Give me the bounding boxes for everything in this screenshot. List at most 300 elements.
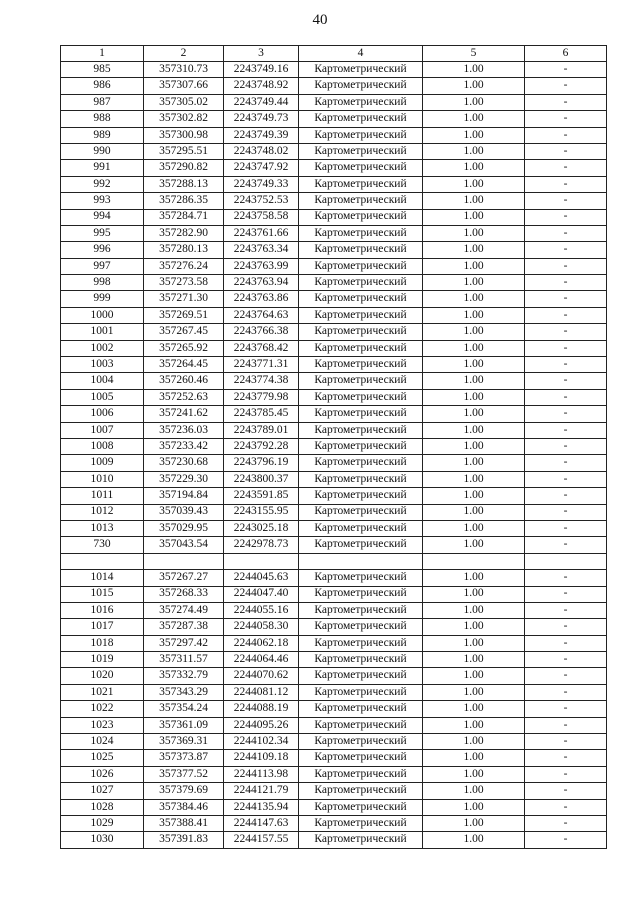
method-cell: Картометрический: [299, 78, 423, 94]
method-cell: Картометрический: [299, 471, 423, 487]
method-cell: Картометрический: [299, 832, 423, 848]
note-cell: -: [525, 799, 607, 815]
note-cell: -: [525, 734, 607, 750]
method-cell: Картометрический: [299, 455, 423, 471]
table-row: [61, 193, 607, 209]
x-coordinate-cell: 357311.57: [144, 652, 224, 668]
x-coordinate-cell: [144, 553, 224, 569]
table-row: [61, 684, 607, 700]
method-cell: Картометрический: [299, 373, 423, 389]
y-coordinate-cell: 2243796.19: [224, 455, 299, 471]
y-coordinate-cell: 2243768.42: [224, 340, 299, 356]
note-cell: -: [525, 635, 607, 651]
table-row: [61, 340, 607, 356]
table-header-row: [61, 46, 607, 62]
table-row: [61, 357, 607, 373]
table-row: [61, 783, 607, 799]
y-coordinate-cell: 2244109.18: [224, 750, 299, 766]
method-cell: Картометрический: [299, 193, 423, 209]
column-header: 2: [144, 46, 224, 62]
method-cell: Картометрический: [299, 766, 423, 782]
point-number-cell: 1015: [61, 586, 144, 602]
method-cell: Картометрический: [299, 619, 423, 635]
table-row: [61, 717, 607, 733]
accuracy-cell: 1.00: [423, 570, 525, 586]
method-cell: Картометрический: [299, 160, 423, 176]
point-number-cell: 1027: [61, 783, 144, 799]
accuracy-cell: 1.00: [423, 520, 525, 536]
x-coordinate-cell: 357276.24: [144, 258, 224, 274]
note-cell: -: [525, 832, 607, 848]
method-cell: Картометрический: [299, 111, 423, 127]
table-row: [61, 389, 607, 405]
point-number-cell: 1003: [61, 357, 144, 373]
method-cell: Картометрический: [299, 684, 423, 700]
accuracy-cell: 1.00: [423, 668, 525, 684]
y-coordinate-cell: 2243774.38: [224, 373, 299, 389]
y-coordinate-cell: 2243761.66: [224, 225, 299, 241]
column-header: 1: [61, 46, 144, 62]
table-row: [61, 78, 607, 94]
x-coordinate-cell: 357274.49: [144, 602, 224, 618]
table-row: [61, 537, 607, 553]
x-coordinate-cell: 357264.45: [144, 357, 224, 373]
x-coordinate-cell: 357332.79: [144, 668, 224, 684]
x-coordinate-cell: 357388.41: [144, 815, 224, 831]
x-coordinate-cell: 357297.42: [144, 635, 224, 651]
point-number-cell: 993: [61, 193, 144, 209]
x-coordinate-cell: 357194.84: [144, 488, 224, 504]
y-coordinate-cell: 2244157.55: [224, 832, 299, 848]
accuracy-cell: 1.00: [423, 340, 525, 356]
point-number-cell: 1014: [61, 570, 144, 586]
method-cell: Картометрический: [299, 586, 423, 602]
point-number-cell: 1018: [61, 635, 144, 651]
x-coordinate-cell: 357287.38: [144, 619, 224, 635]
accuracy-cell: 1.00: [423, 783, 525, 799]
x-coordinate-cell: 357265.92: [144, 340, 224, 356]
column-header: 4: [299, 46, 423, 62]
accuracy-cell: 1.00: [423, 193, 525, 209]
point-number-cell: 1024: [61, 734, 144, 750]
accuracy-cell: 1.00: [423, 602, 525, 618]
x-coordinate-cell: 357229.30: [144, 471, 224, 487]
method-cell: Картометрический: [299, 668, 423, 684]
point-number-cell: 1006: [61, 406, 144, 422]
accuracy-cell: 1.00: [423, 94, 525, 110]
x-coordinate-cell: 357260.46: [144, 373, 224, 389]
point-number-cell: 1008: [61, 438, 144, 454]
table-row: [61, 422, 607, 438]
note-cell: -: [525, 127, 607, 143]
method-cell: Картометрический: [299, 94, 423, 110]
note-cell: -: [525, 193, 607, 209]
table-row: [61, 520, 607, 536]
y-coordinate-cell: 2244055.16: [224, 602, 299, 618]
x-coordinate-cell: 357379.69: [144, 783, 224, 799]
y-coordinate-cell: 2243025.18: [224, 520, 299, 536]
accuracy-cell: 1.00: [423, 291, 525, 307]
table-row: [61, 455, 607, 471]
point-number-cell: [61, 553, 144, 569]
note-cell: -: [525, 258, 607, 274]
accuracy-cell: 1.00: [423, 815, 525, 831]
method-cell: Картометрический: [299, 209, 423, 225]
x-coordinate-cell: 357302.82: [144, 111, 224, 127]
point-number-cell: 1001: [61, 324, 144, 340]
accuracy-cell: 1.00: [423, 652, 525, 668]
accuracy-cell: 1.00: [423, 799, 525, 815]
note-cell: -: [525, 602, 607, 618]
table-row: [61, 209, 607, 225]
accuracy-cell: 1.00: [423, 717, 525, 733]
x-coordinate-cell: 357267.27: [144, 570, 224, 586]
point-number-cell: 989: [61, 127, 144, 143]
point-number-cell: 1029: [61, 815, 144, 831]
x-coordinate-cell: 357373.87: [144, 750, 224, 766]
note-cell: -: [525, 209, 607, 225]
x-coordinate-cell: 357288.13: [144, 176, 224, 192]
method-cell: Картометрический: [299, 406, 423, 422]
table-row: [61, 127, 607, 143]
table-row: [61, 225, 607, 241]
y-coordinate-cell: 2243749.16: [224, 62, 299, 78]
x-coordinate-cell: 357307.66: [144, 78, 224, 94]
method-cell: Картометрический: [299, 242, 423, 258]
x-coordinate-cell: 357384.46: [144, 799, 224, 815]
method-cell: Картометрический: [299, 635, 423, 651]
point-number-cell: 997: [61, 258, 144, 274]
accuracy-cell: 1.00: [423, 389, 525, 405]
x-coordinate-cell: 357271.30: [144, 291, 224, 307]
x-coordinate-cell: 357269.51: [144, 307, 224, 323]
table-row: [61, 570, 607, 586]
table-row: [61, 291, 607, 307]
point-number-cell: 1023: [61, 717, 144, 733]
y-coordinate-cell: 2243763.34: [224, 242, 299, 258]
column-header: 6: [525, 46, 607, 62]
note-cell: -: [525, 783, 607, 799]
accuracy-cell: 1.00: [423, 438, 525, 454]
method-cell: Картометрический: [299, 143, 423, 159]
point-number-cell: 996: [61, 242, 144, 258]
note-cell: -: [525, 242, 607, 258]
x-coordinate-cell: 357305.02: [144, 94, 224, 110]
point-number-cell: 1025: [61, 750, 144, 766]
point-number-cell: 1005: [61, 389, 144, 405]
method-cell: [299, 553, 423, 569]
y-coordinate-cell: 2243785.45: [224, 406, 299, 422]
x-coordinate-cell: 357252.63: [144, 389, 224, 405]
method-cell: Картометрический: [299, 291, 423, 307]
table-row: [61, 766, 607, 782]
method-cell: Картометрический: [299, 750, 423, 766]
accuracy-cell: 1.00: [423, 766, 525, 782]
accuracy-cell: 1.00: [423, 537, 525, 553]
x-coordinate-cell: 357043.54: [144, 537, 224, 553]
method-cell: Картометрический: [299, 357, 423, 373]
y-coordinate-cell: [224, 553, 299, 569]
note-cell: -: [525, 766, 607, 782]
point-number-cell: 998: [61, 275, 144, 291]
table-row: [61, 275, 607, 291]
point-number-cell: 988: [61, 111, 144, 127]
table-row: [61, 832, 607, 848]
accuracy-cell: 1.00: [423, 307, 525, 323]
note-cell: -: [525, 619, 607, 635]
note-cell: -: [525, 225, 607, 241]
point-number-cell: 1028: [61, 799, 144, 815]
y-coordinate-cell: 2243155.95: [224, 504, 299, 520]
accuracy-cell: 1.00: [423, 160, 525, 176]
method-cell: Картометрический: [299, 324, 423, 340]
point-number-cell: 1002: [61, 340, 144, 356]
y-coordinate-cell: 2243779.98: [224, 389, 299, 405]
note-cell: -: [525, 307, 607, 323]
x-coordinate-cell: 357354.24: [144, 701, 224, 717]
table-row: [61, 307, 607, 323]
y-coordinate-cell: 2244095.26: [224, 717, 299, 733]
y-coordinate-cell: 2243748.92: [224, 78, 299, 94]
point-number-cell: 999: [61, 291, 144, 307]
note-cell: -: [525, 62, 607, 78]
x-coordinate-cell: 357233.42: [144, 438, 224, 454]
method-cell: Картометрический: [299, 389, 423, 405]
table-row: [61, 488, 607, 504]
method-cell: Картометрический: [299, 127, 423, 143]
point-number-cell: 987: [61, 94, 144, 110]
accuracy-cell: 1.00: [423, 832, 525, 848]
x-coordinate-cell: 357284.71: [144, 209, 224, 225]
point-number-cell: 985: [61, 62, 144, 78]
note-cell: -: [525, 455, 607, 471]
method-cell: Картометрический: [299, 275, 423, 291]
note-cell: -: [525, 357, 607, 373]
x-coordinate-cell: 357273.58: [144, 275, 224, 291]
table-row: [61, 553, 607, 569]
y-coordinate-cell: 2243763.99: [224, 258, 299, 274]
note-cell: -: [525, 78, 607, 94]
method-cell: Картометрический: [299, 438, 423, 454]
accuracy-cell: 1.00: [423, 275, 525, 291]
method-cell: Картометрический: [299, 504, 423, 520]
point-number-cell: 1020: [61, 668, 144, 684]
method-cell: Картометрический: [299, 734, 423, 750]
table-row: [61, 438, 607, 454]
method-cell: Картометрический: [299, 520, 423, 536]
note-cell: -: [525, 750, 607, 766]
point-number-cell: 1016: [61, 602, 144, 618]
table-row: [61, 242, 607, 258]
table-row: [61, 160, 607, 176]
page-number: 40: [312, 12, 328, 28]
point-number-cell: 986: [61, 78, 144, 94]
table-row: [61, 471, 607, 487]
point-number-cell: 1017: [61, 619, 144, 635]
y-coordinate-cell: 2244045.63: [224, 570, 299, 586]
x-coordinate-cell: 357361.09: [144, 717, 224, 733]
method-cell: Картометрический: [299, 701, 423, 717]
table-row: [61, 799, 607, 815]
accuracy-cell: 1.00: [423, 258, 525, 274]
y-coordinate-cell: 2244047.40: [224, 586, 299, 602]
accuracy-cell: 1.00: [423, 176, 525, 192]
method-cell: Картометрический: [299, 488, 423, 504]
accuracy-cell: 1.00: [423, 373, 525, 389]
y-coordinate-cell: 2243749.44: [224, 94, 299, 110]
x-coordinate-cell: 357267.45: [144, 324, 224, 340]
x-coordinate-cell: 357343.29: [144, 684, 224, 700]
point-number-cell: 1013: [61, 520, 144, 536]
note-cell: -: [525, 586, 607, 602]
accuracy-cell: 1.00: [423, 635, 525, 651]
y-coordinate-cell: 2244070.62: [224, 668, 299, 684]
y-coordinate-cell: 2244135.94: [224, 799, 299, 815]
table-row: [61, 652, 607, 668]
accuracy-cell: 1.00: [423, 357, 525, 373]
table-row: [61, 619, 607, 635]
method-cell: Картометрический: [299, 422, 423, 438]
point-number-cell: 1030: [61, 832, 144, 848]
table-row: [61, 668, 607, 684]
table-row: [61, 176, 607, 192]
note-cell: -: [525, 422, 607, 438]
method-cell: Картометрический: [299, 340, 423, 356]
accuracy-cell: 1.00: [423, 586, 525, 602]
accuracy-cell: 1.00: [423, 455, 525, 471]
y-coordinate-cell: 2243789.01: [224, 422, 299, 438]
x-coordinate-cell: 357310.73: [144, 62, 224, 78]
note-cell: -: [525, 160, 607, 176]
point-number-cell: 1022: [61, 701, 144, 717]
x-coordinate-cell: 357039.43: [144, 504, 224, 520]
y-coordinate-cell: 2244062.18: [224, 635, 299, 651]
note-cell: -: [525, 389, 607, 405]
note-cell: -: [525, 94, 607, 110]
table-row: [61, 406, 607, 422]
method-cell: Картометрический: [299, 799, 423, 815]
coordinates-table: [60, 45, 607, 849]
point-number-cell: 1011: [61, 488, 144, 504]
point-number-cell: 1012: [61, 504, 144, 520]
point-number-cell: 1009: [61, 455, 144, 471]
y-coordinate-cell: 2244064.46: [224, 652, 299, 668]
table-row: [61, 750, 607, 766]
table-row: [61, 602, 607, 618]
table-row: [61, 734, 607, 750]
accuracy-cell: 1.00: [423, 242, 525, 258]
note-cell: -: [525, 520, 607, 536]
y-coordinate-cell: 2243747.92: [224, 160, 299, 176]
note-cell: -: [525, 652, 607, 668]
point-number-cell: 1019: [61, 652, 144, 668]
y-coordinate-cell: 2243771.31: [224, 357, 299, 373]
note-cell: -: [525, 488, 607, 504]
x-coordinate-cell: 357369.31: [144, 734, 224, 750]
y-coordinate-cell: 2243752.53: [224, 193, 299, 209]
accuracy-cell: 1.00: [423, 78, 525, 94]
accuracy-cell: 1.00: [423, 488, 525, 504]
table-row: [61, 815, 607, 831]
point-number-cell: 1026: [61, 766, 144, 782]
point-number-cell: 991: [61, 160, 144, 176]
accuracy-cell: 1.00: [423, 471, 525, 487]
table-row: [61, 62, 607, 78]
y-coordinate-cell: 2243758.58: [224, 209, 299, 225]
note-cell: -: [525, 684, 607, 700]
point-number-cell: 1007: [61, 422, 144, 438]
y-coordinate-cell: 2243792.28: [224, 438, 299, 454]
y-coordinate-cell: 2243800.37: [224, 471, 299, 487]
x-coordinate-cell: 357282.90: [144, 225, 224, 241]
table-row: [61, 258, 607, 274]
y-coordinate-cell: 2243764.63: [224, 307, 299, 323]
method-cell: Картометрический: [299, 176, 423, 192]
accuracy-cell: 1.00: [423, 619, 525, 635]
x-coordinate-cell: 357029.95: [144, 520, 224, 536]
y-coordinate-cell: 2244113.98: [224, 766, 299, 782]
note-cell: -: [525, 406, 607, 422]
note-cell: -: [525, 291, 607, 307]
note-cell: -: [525, 504, 607, 520]
note-cell: -: [525, 324, 607, 340]
table-row: [61, 111, 607, 127]
note-cell: -: [525, 815, 607, 831]
y-coordinate-cell: 2243749.33: [224, 176, 299, 192]
y-coordinate-cell: 2243763.94: [224, 275, 299, 291]
x-coordinate-cell: 357377.52: [144, 766, 224, 782]
y-coordinate-cell: 2244102.34: [224, 734, 299, 750]
accuracy-cell: 1.00: [423, 701, 525, 717]
y-coordinate-cell: 2244081.12: [224, 684, 299, 700]
x-coordinate-cell: 357290.82: [144, 160, 224, 176]
accuracy-cell: 1.00: [423, 225, 525, 241]
point-number-cell: 1010: [61, 471, 144, 487]
column-header: 3: [224, 46, 299, 62]
table-row: [61, 586, 607, 602]
note-cell: -: [525, 471, 607, 487]
table-row: [61, 701, 607, 717]
y-coordinate-cell: 2243591.85: [224, 488, 299, 504]
accuracy-cell: 1.00: [423, 406, 525, 422]
method-cell: Картометрический: [299, 537, 423, 553]
table-row: [61, 324, 607, 340]
accuracy-cell: 1.00: [423, 750, 525, 766]
y-coordinate-cell: 2244147.63: [224, 815, 299, 831]
method-cell: Картометрический: [299, 717, 423, 733]
y-coordinate-cell: 2244058.30: [224, 619, 299, 635]
accuracy-cell: 1.00: [423, 143, 525, 159]
note-cell: -: [525, 275, 607, 291]
note-cell: [525, 553, 607, 569]
x-coordinate-cell: 357241.62: [144, 406, 224, 422]
table-body: [61, 62, 607, 849]
method-cell: Картометрический: [299, 602, 423, 618]
point-number-cell: 992: [61, 176, 144, 192]
x-coordinate-cell: 357280.13: [144, 242, 224, 258]
note-cell: -: [525, 701, 607, 717]
accuracy-cell: 1.00: [423, 734, 525, 750]
x-coordinate-cell: 357295.51: [144, 143, 224, 159]
method-cell: Картометрический: [299, 783, 423, 799]
method-cell: Картометрический: [299, 652, 423, 668]
y-coordinate-cell: 2243748.02: [224, 143, 299, 159]
x-coordinate-cell: 357236.03: [144, 422, 224, 438]
point-number-cell: 1000: [61, 307, 144, 323]
x-coordinate-cell: 357391.83: [144, 832, 224, 848]
note-cell: -: [525, 717, 607, 733]
table-row: [61, 143, 607, 159]
